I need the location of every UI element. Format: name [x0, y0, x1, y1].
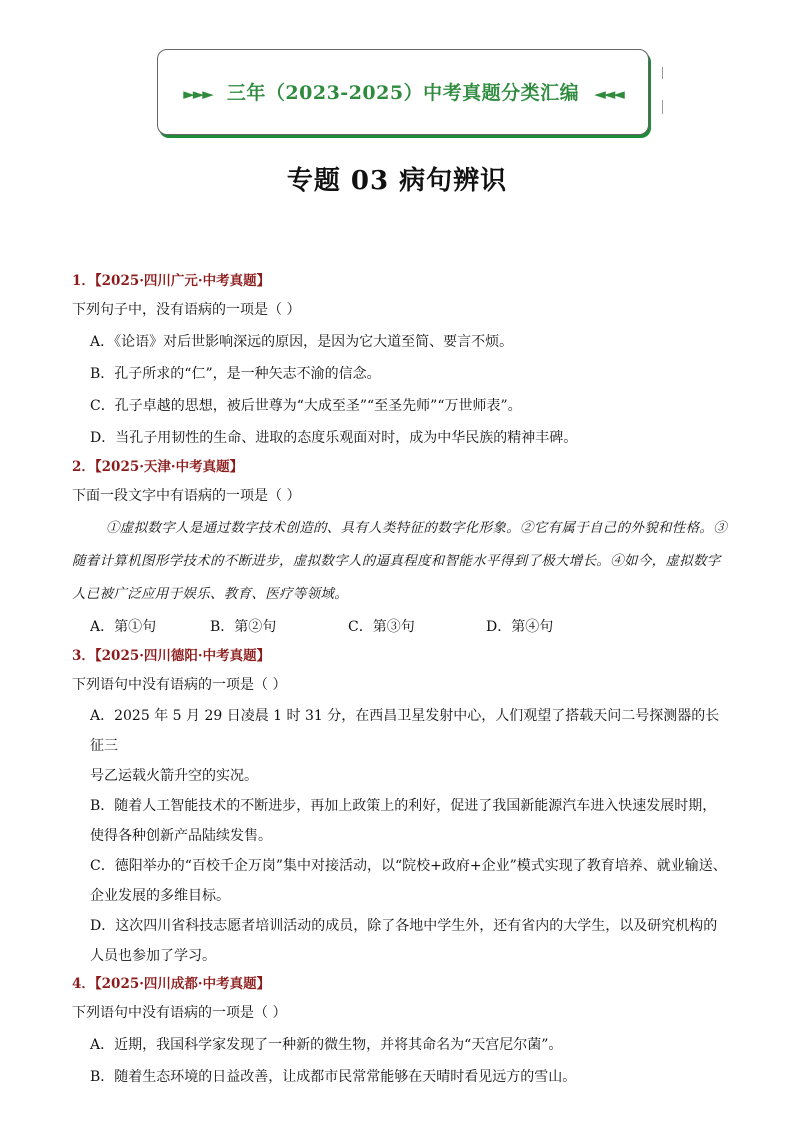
option-b: B．孔子所求的“仁”，是一种矢志不渝的信念。 — [90, 366, 381, 382]
question-header — [72, 971, 732, 997]
option-d-line-1: D．这次四川省科技志愿者培训活动的成员，除了各地中学生外，还有省内的大学生，以及研究机构的 — [90, 918, 718, 934]
question-source: 【2025·天津·中考真题】 — [94, 459, 244, 475]
option-b-line-2: 使得各种创新产品陆续发售。 — [90, 828, 272, 844]
option-c: C．第③句 — [348, 619, 415, 635]
question-2 — [72, 454, 732, 643]
option-d: D．第④句 — [486, 619, 554, 635]
option-c-line-2: 企业发展的多维目标。 — [90, 888, 230, 904]
option-c — [72, 851, 732, 911]
divider — [662, 67, 663, 79]
option-row — [72, 611, 732, 643]
question-stem: 下面一段文字中有语病的一项是（ ） — [72, 488, 301, 504]
question-number: 2． — [72, 459, 95, 475]
title-banner — [157, 49, 649, 135]
question-header — [72, 268, 732, 294]
option-c: C．孔子卓越的思想，被后世尊为“大成至圣”“至圣先师”“万世师表”。 — [90, 398, 522, 414]
right-arrows-icon: ◄◄◄ — [594, 85, 623, 103]
question-4 — [72, 971, 732, 1093]
option-a-line-2: 号乙运载火箭升空的实况。 — [90, 768, 258, 784]
question-source: 【2025·四川成都·中考真题】 — [94, 976, 271, 992]
option-a: A．《论语》对后世影响深远的原因，是因为它大道至简、要言不烦。 — [90, 334, 514, 350]
option-b: B．随着生态环境的日益改善，让成都市民常常能够在天晴时看见远方的雪山。 — [90, 1069, 577, 1085]
question-list — [72, 268, 732, 1093]
option-a: A．第①句 — [90, 619, 157, 635]
question-stem: 下列语句中没有语病的一项是（ ） — [72, 1005, 287, 1021]
option-b-line-1: B．随着人工智能技术的不断进步，再加上政策上的利好，促进了我国新能源汽车进入快速发展时期， — [90, 798, 717, 814]
page-title: 专题 03 病句辨识 — [286, 166, 508, 196]
option-c-line-1: C．德阳举办的“百校千企万岗”集中对接活动，以“院校+政府+企业”模式实现了教育培养、就业输送、 — [90, 858, 727, 874]
question-number: 3． — [72, 648, 95, 664]
question-number: 4． — [72, 976, 95, 992]
question-source: 【2025·四川德阳·中考真题】 — [94, 648, 271, 664]
left-arrows-icon: ►►► — [183, 85, 212, 103]
passage-text: ①虚拟数字人是通过数字技术创造的、具有人类特征的数字化形象。②它有属于自己的外貌和性格。③随着计算机图形学技术的不断进步，虚拟数字人的逼真程度和智能水平得到了极大增长。④如今，虚拟数字人已被广泛应用于娱乐、教育、医疗等领域。 — [72, 520, 727, 602]
option-d-line-2: 人员也参加了学习。 — [90, 948, 216, 964]
question-number: 1． — [72, 273, 95, 289]
option-d — [72, 911, 732, 971]
banner-title: 三年（2023-2025）中考真题分类汇编 — [226, 82, 580, 104]
option-b: B．第②句 — [210, 619, 277, 635]
question-stem: 下列语句中没有语病的一项是（ ） — [72, 677, 287, 693]
question-1 — [72, 268, 732, 454]
question-3 — [72, 643, 732, 971]
question-header — [72, 454, 732, 480]
option-a-line-1: A．2025 年 5 月 29 日凌晨 1 时 31 分，在西昌卫星发射中心，人们观望了搭载天问二号探测器的长征三 — [90, 708, 720, 754]
option-d: D．当孔子用韧性的生命、进取的态度乐观面对时，成为中华民族的精神丰碑。 — [90, 430, 578, 446]
option-a — [72, 701, 732, 791]
question-header — [72, 643, 732, 669]
divider — [662, 100, 663, 114]
question-stem: 下列句子中，没有语病的一项是（ ） — [72, 302, 301, 318]
option-b — [72, 791, 732, 851]
question-source: 【2025·四川广元·中考真题】 — [94, 273, 271, 289]
option-a: A．近期，我国科学家发现了一种新的微生物，并将其命名为“天宫尼尔菌”。 — [90, 1037, 563, 1053]
banner-text-row — [158, 78, 648, 105]
